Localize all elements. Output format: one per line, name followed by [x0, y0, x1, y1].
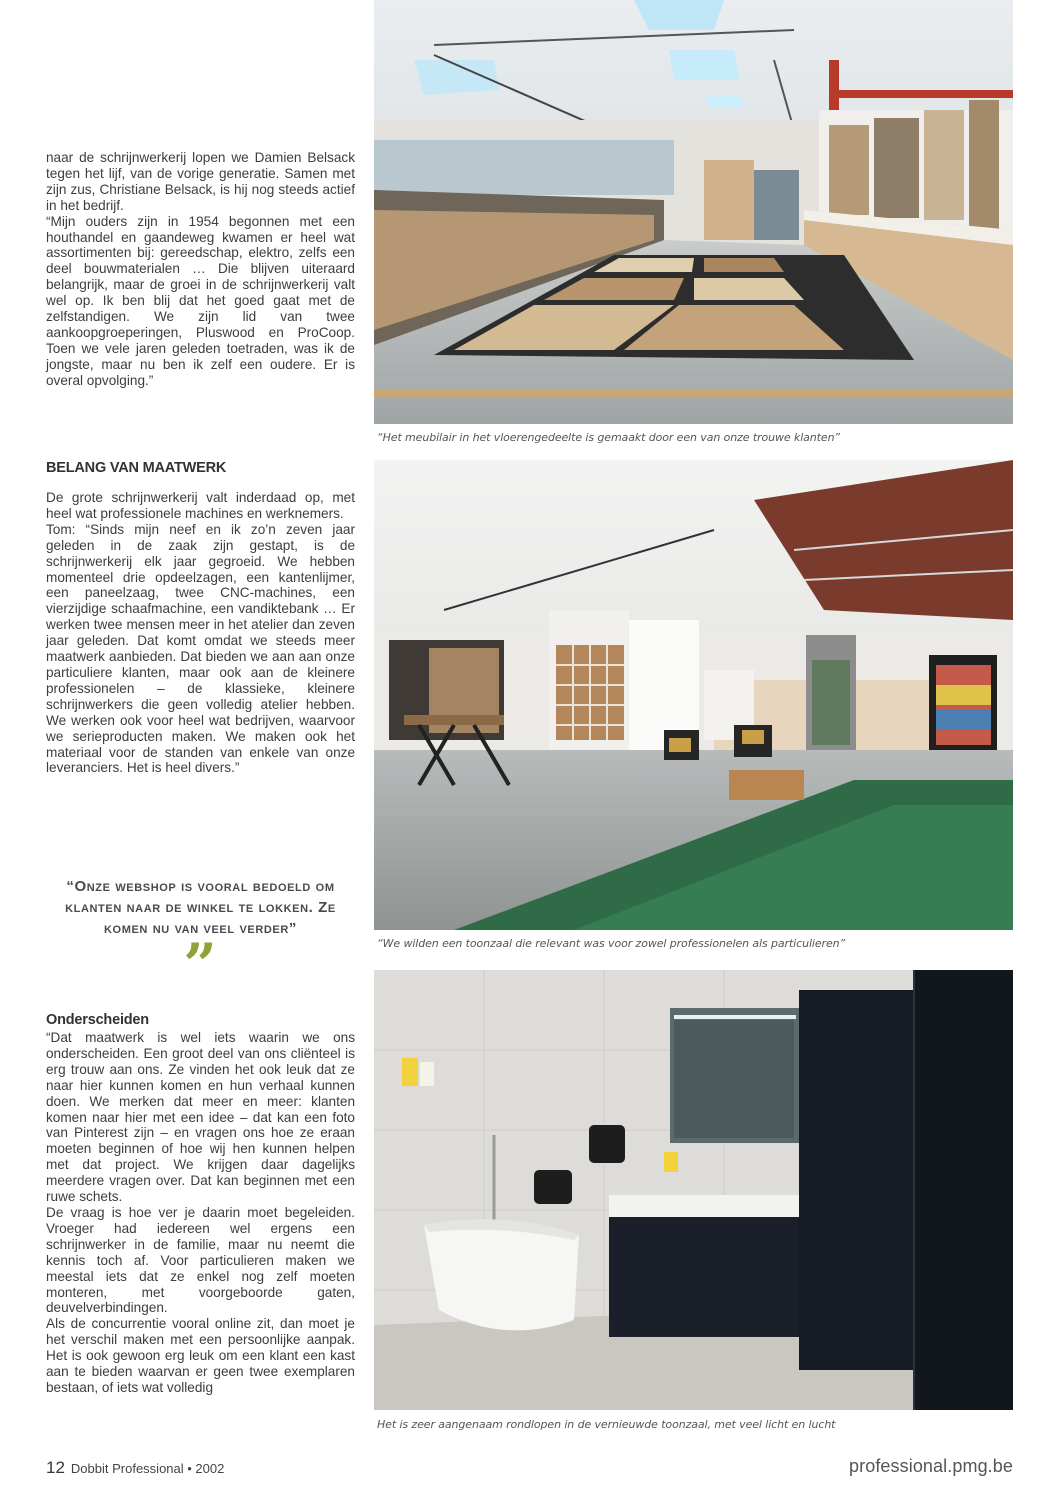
publication-name: Dobbit Professional • 2002 [70, 1461, 225, 1476]
section-heading-maatwerk: BELANG VAN MAATWERK [46, 460, 227, 476]
photo-caption-2: “We wilden een toonzaal die relevant was voor zowel professionelen als particulieren” [377, 937, 846, 950]
photo-caption-3: Het is zeer aangenaam rondlopen in de vernieuwde toonzaal, met veel licht en lucht [377, 1418, 836, 1431]
photo-flooring-showroom [374, 0, 1013, 424]
section1-text [46, 490, 355, 776]
photo-bathroom-showroom [374, 970, 1013, 1410]
section2-paragraph-2: De vraag is hoe ver je daarin moet begeleiden. Vroeger had iedereen wel ergens een schrijnwerker in de familie, maar nu neemt die kennis toch af. Voor particulieren maken we meestal iets dat ze enkel nog zelf moeten monteren, met voorgeboorde gaten, deuvelverbindingen. [46, 1204, 355, 1316]
pull-quote: “Onze webshop is vooral bedoeld om klanten naar de winkel te lokken. Ze komen nu van veel verder” [65, 878, 336, 937]
section1-paragraph-2: Tom: “Sinds mijn neef en ik zo’n zeven jaar geleden in de zaak zijn gestapt, is de schrijnwerkerij elk jaar gegroeid. We hebben momenteel drie opdeelzagen, een kantenlijmer, een paneelzaag, twee CNC-machines, een vierzijdige schaafmachine, een vandiktebank … Er werken twee mensen meer in het atelier dan zeven jaar geleden. Dat komt omdat we steeds meer maatwerk aanbieden. Dat bieden we aan aan onze particuliere klanten, maar ook aan de kleinere professionelen – de klassieke, kleinere schrijnwerkers die geen volledig atelier hebben. We werken ook voor heel wat bedrijven, waarvoor we serieproducten maken. We maken ook het materiaal voor de standen van enkele van onze leveranciers. Het is heel divers.” [46, 521, 355, 776]
section-heading-onderscheiden: Onderscheiden [46, 1012, 149, 1028]
intro-paragraph-1: naar de schrijnwerkerij lopen we Damien Belsack tegen het lijf, van de vorige generatie. Samen met zijn zus, Christiane Belsack, is hij nog steeds actief in het bedrijf. [46, 150, 355, 213]
section2-paragraph-3: Als de concurrentie vooral online zit, dan moet je het verschil maken met een persoonlijke aanpak. Het is ook gewoon erg leuk om een klant een kast aan te bieden waarvan er geen twee exemplaren bestaan, of iets wat volledig [46, 1316, 355, 1395]
section1-paragraph-1: De grote schrijnwerkerij valt inderdaad op, met heel wat professionele machines en werknemers. [46, 490, 355, 521]
intro-text [46, 150, 355, 389]
intro-paragraph-2: “Mijn ouders zijn in 1954 begonnen met een houthandel en gaandeweg kwamen er heel wat assortimenten bij: gereedschap, elektro, zelfs een deel bouwmaterialen … Die blijven uiteraard belangrijk, maar de groei in de schrijnwerkerij valt wel op. Ik ben blij dat het goed gaat met de zelfstandigen. We zijn lid van twee aankoopgroeperingen, Pluswood en ProCoop. Toen we vele jaren geleden toetraden, was ik de jongste, maar nu ben ik zelf een oudere. Er is overal opvolging.” [46, 213, 355, 388]
footer-publication [46, 1458, 224, 1478]
footer-url[interactable]: professional.pmg.be [849, 1456, 1013, 1476]
photo-furniture-showroom [374, 460, 1013, 930]
section2-text [46, 1030, 355, 1396]
quote-mark-icon: ” [183, 931, 217, 999]
photo-caption-1: “Het meubilair in het vloerengedeelte is gemaakt door een van onze trouwe klanten” [377, 431, 841, 444]
page-number: 12 [46, 1458, 65, 1477]
section2-paragraph-1: “Dat maatwerk is wel iets waarin we ons onderscheiden. Een groot deel van ons cliënteel is erg trouw aan ons. Ze vinden het ook leuk dat ze naar hier kunnen komen en hun verhaal kunnen doen. We merken dat meer en meer: klanten komen naar hier met een idee – dat kan een foto van Pinterest zijn – en vragen ons hoe ze eraan moeten beginnen of hoe wij hen kunnen helpen met dat project. We krijgen daar dagelijks meerdere vragen over. Dat kan beginnen met een ruwe schets. [46, 1030, 355, 1205]
